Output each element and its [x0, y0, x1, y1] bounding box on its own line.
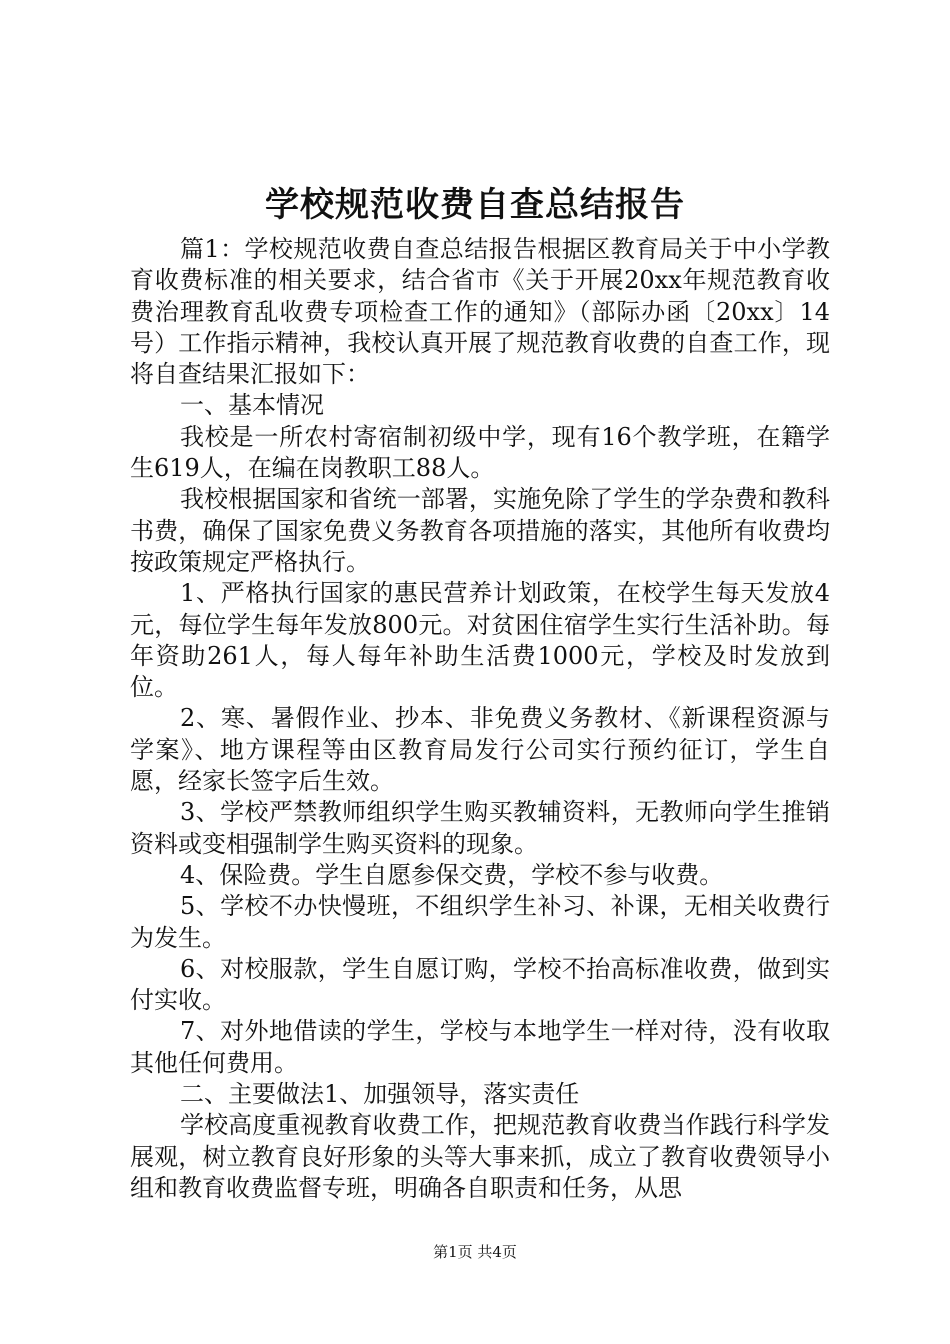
section-heading-main-practices: 二、主要做法1、加强领导，落实责任 [180, 1080, 580, 1109]
list-item: 4、保险费。学生自愿参保交费，学校不参与收费。 [180, 860, 724, 889]
page-number-footer: 第1页 共4页 [433, 1243, 517, 1261]
document-title: 学校规范收费自查总结报告 [265, 185, 685, 225]
section-heading-basic-situation: 一、基本情况 [180, 391, 324, 420]
paragraph: 我校根据国家和省统一部署，实施免除了学生的学杂费和教科书费，确保了国家免费义务教育各项措施的落实，其他所有收费均按政策规定严格执行。 [130, 485, 830, 576]
list-item: 6、对校服款，学生自愿订购，学校不抬高标准收费，做到实付实收。 [130, 954, 830, 1015]
paragraph-intro: 篇1：学校规范收费自查总结报告根据区教育局关于中小学教育收费标准的相关要求，结合省市《关于开展20xx年规范教育收费治理教育乱收费专项检查工作的通知》（部际办函〔20xx〕14号）工作指示精神，我校认真开展了规范教育收费的自查工作，现将自查结果汇报如下： [130, 235, 830, 389]
document-body [130, 234, 830, 1204]
list-item: 1、严格执行国家的惠民营养计划政策，在校学生每天发放4元，每位学生每年发放800元。对贫困住宿学生实行生活补助。每年资助261人，每人每年补助生活费1000元，学校及时发放到位。 [130, 579, 830, 702]
list-item: 2、寒、暑假作业、抄本、非免费义务教材、《新课程资源与学案》、地方课程等由区教育局发行公司实行预约征订，学生自愿，经家长签字后生效。 [130, 704, 830, 796]
list-item: 5、学校不办快慢班，不组织学生补习、补课，无相关收费行为发生。 [130, 892, 830, 952]
list-item: 3、学校严禁教师组织学生购买教辅资料，无教师向学生推销资料或变相强制学生购买资料的现象。 [130, 798, 830, 858]
paragraph: 我校是一所农村寄宿制初级中学，现有16个教学班，在籍学生619人，在编在岗教职工88人。 [130, 422, 830, 483]
list-item: 7、对外地借读的学生，学校与本地学生一样对待，没有收取其他任何费用。 [130, 1017, 830, 1077]
paragraph: 学校高度重视教育收费工作，把规范教育收费当作践行科学发展观，树立教育良好形象的头等大事来抓，成立了教育收费领导小组和教育收费监督专班，明确各自职责和任务，从思 [130, 1111, 830, 1202]
